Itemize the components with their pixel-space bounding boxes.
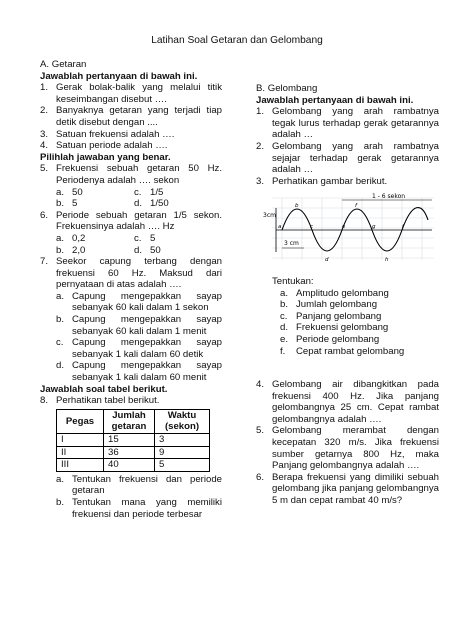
option-text: Capung mengepakkan sayap sebanyak 1 kali dalam 60 detik	[72, 337, 222, 360]
section-a-heading: A. Getaran	[40, 59, 87, 70]
list-item	[256, 311, 439, 323]
question-number: 4.	[256, 379, 265, 391]
question-number: 2.	[256, 140, 265, 152]
list-text: Cepat rambat gelombang	[296, 345, 405, 357]
list-text: Frekuensi gelombang	[296, 322, 389, 334]
tentukan-label: Tentukan:	[272, 275, 314, 287]
point-label: b	[295, 203, 299, 210]
option-text: 0,2	[72, 232, 86, 244]
table-cell: 36	[104, 446, 155, 459]
point-label: a	[278, 224, 282, 231]
option-letter: a.	[56, 290, 65, 302]
option-text: Capung mengepakkan sayap sebanyak 1 kali dalam 60 menit	[72, 360, 222, 384]
question	[256, 425, 439, 471]
point-label: g	[372, 224, 376, 231]
point-label: d	[325, 257, 329, 264]
question-number: 5.	[256, 425, 265, 437]
wave-figure	[262, 190, 438, 268]
question-text: Frekuensi sebuah getaran 50 Hz. Periodenya adalah …. sekon	[56, 163, 222, 186]
table-row	[57, 434, 210, 447]
point-label: e	[342, 224, 346, 231]
option-row	[40, 198, 222, 210]
list-letter: d.	[280, 322, 289, 334]
question	[40, 140, 222, 152]
option-text: Capung mengepakkan sayap sebanyak 60 kali dalam 1 sekon	[72, 290, 222, 314]
question-text: Banyaknya getaran yang terjadi tiap detik disebut dengan ....	[56, 105, 222, 128]
question-text: Satuan frekuensi adalah ….	[56, 128, 175, 140]
question-text: Satuan periode adalah ….	[56, 140, 168, 152]
option	[40, 474, 222, 497]
question-number: 2.	[40, 105, 49, 117]
question	[40, 129, 222, 141]
table-cell: 3	[155, 434, 210, 447]
column-header: Pegas	[57, 409, 104, 433]
point-label: c	[310, 224, 314, 231]
option-text: 50	[72, 186, 83, 198]
option-text: Tentukan frekuensi dan periode getaran	[72, 473, 222, 497]
option-letter: a.	[56, 232, 65, 244]
list-text: Panjang gelombang	[296, 310, 382, 322]
question-number: 3.	[256, 175, 265, 187]
table-cell: 40	[104, 459, 155, 472]
question-number: 8.	[40, 395, 49, 407]
list-item	[256, 334, 439, 346]
list-item	[256, 299, 439, 311]
question-number: 1.	[256, 106, 265, 118]
list-letter: c.	[280, 310, 288, 322]
point-label: f	[355, 203, 357, 210]
question-number: 4.	[40, 140, 49, 152]
question-text: Gelombang yang arah rambatnya sejajar terhadap gerak getarannya adalah …	[272, 140, 439, 176]
option-text: Tentukan mana yang memiliki frekuensi dan periode terbesar	[72, 496, 222, 520]
option-text: 5	[150, 232, 156, 244]
section-b	[256, 83, 439, 507]
question	[256, 141, 439, 176]
instruction: Jawablah pertanyaan di bawah ini.	[256, 94, 414, 106]
question	[40, 82, 222, 105]
list-item	[256, 322, 439, 334]
option-letter: d.	[134, 244, 143, 256]
option-letter: d.	[134, 198, 143, 210]
question	[256, 472, 439, 507]
top-label: 1 - 6 sekon	[372, 193, 406, 201]
option-text: 1/50	[150, 198, 169, 210]
option-letter: a.	[56, 186, 65, 198]
question	[40, 105, 222, 128]
option	[40, 360, 222, 383]
wave-curve	[282, 208, 428, 251]
question-number: 3.	[40, 128, 49, 140]
option-letter: b.	[56, 244, 65, 256]
option-text: 2,0	[72, 244, 86, 256]
question	[40, 163, 222, 186]
page-title: Latihan Soal Getaran dan Gelombang	[151, 35, 323, 46]
option-text: 5	[72, 198, 78, 210]
option-letter: d.	[56, 360, 65, 372]
table-cell: II	[57, 446, 104, 459]
question-number: 1.	[40, 82, 49, 94]
section-a	[40, 59, 222, 520]
option-letter: c.	[56, 337, 64, 349]
list-item	[256, 346, 439, 358]
question-text: Periode sebuah getaran 1/5 sekon. Frekuensinya adalah …. Hz	[56, 209, 222, 233]
question-number: 5.	[40, 163, 49, 175]
instruction: Jawablah soal tabel berikut.	[40, 383, 168, 395]
question-text: Gelombang yang arah rambatnya tegak lurus terhadap gerak getarannya adalah …	[272, 106, 439, 141]
column-header: Jumlah getaran	[104, 409, 155, 433]
question	[256, 176, 439, 188]
question	[40, 210, 222, 233]
question	[256, 106, 439, 141]
list-letter: f.	[280, 345, 286, 357]
list-letter: a.	[280, 287, 289, 299]
list-text: Jumlah gelombang	[296, 299, 378, 311]
question-text: Gerak bolak-balik yang melalui titik keseimbangan disebut ….	[56, 82, 222, 105]
option-row	[40, 233, 222, 245]
option	[40, 291, 222, 314]
option-row	[40, 187, 222, 199]
table-row	[57, 446, 210, 459]
question-text: Gelombang merambat dengan kecepatan 320 m/s. Jika frekuensi sumber getarnya 800 Hz, maka Panjang gelombangnya adalah ….	[272, 425, 439, 472]
option-letter: b.	[56, 314, 65, 326]
option-text: Capung mengepakkan sayap sebanyak 60 kali dalam 1 menit	[72, 314, 222, 337]
table-row	[57, 459, 210, 472]
list-item	[256, 288, 439, 300]
option	[40, 337, 222, 360]
point-label: h	[385, 257, 389, 264]
instruction: Pilihlah jawaban yang benar.	[40, 151, 171, 163]
question-text: Perhatikan tabel berikut.	[56, 395, 160, 407]
list-letter: e.	[280, 333, 289, 345]
option-text: 1/5	[150, 186, 164, 198]
question-number: 6.	[256, 471, 265, 483]
option-letter: b.	[56, 496, 65, 508]
option-letter: c.	[134, 232, 142, 244]
question-text: Gelombang air dibangkitkan pada frekuensi 400 Hz. Jika panjang gelombangnya 25 cm. Cepat rambat gelombangnya adalah ….	[272, 379, 439, 425]
question-number: 7.	[40, 256, 49, 268]
option	[40, 314, 222, 337]
amplitude-label: 3cm	[263, 212, 276, 220]
question-text: Seekor capung terbang dengan frekuensi 60 Hz. Maksud dari pernyataan di atas adalah ….	[56, 256, 222, 291]
length-label: 3 cm	[284, 240, 299, 248]
list-text: Amplitudo gelombang	[296, 287, 389, 299]
list-letter: b.	[280, 299, 289, 311]
option-row	[40, 245, 222, 257]
data-table	[56, 409, 210, 472]
option-letter: b.	[56, 198, 65, 210]
column-header: Waktu (sekon)	[155, 409, 210, 433]
instruction: Jawablah pertanyaan di bawah ini.	[40, 70, 198, 82]
section-b-heading: B. Gelombang	[256, 83, 318, 94]
table-cell: III	[57, 459, 104, 472]
question	[40, 395, 222, 407]
table-cell: 15	[104, 434, 155, 447]
point-label: i	[402, 224, 404, 231]
table-cell: I	[57, 434, 104, 447]
question-number: 6.	[40, 209, 49, 221]
question	[40, 256, 222, 291]
option-letter: a.	[56, 473, 65, 485]
table-header-row	[57, 409, 210, 433]
question-text: Berapa frekuensi yang dimiliki sebuah gelombang jika panjang gelombangnya 5 m dan cepat rambat 40 m/s?	[272, 471, 439, 507]
list-text: Periode gelombang	[296, 333, 380, 345]
question	[256, 379, 439, 425]
table-cell: 5	[155, 459, 210, 472]
option-text: 50	[150, 244, 161, 256]
option	[40, 497, 222, 520]
table-cell: 9	[155, 446, 210, 459]
question-text: Perhatikan gambar berikut.	[272, 175, 388, 187]
option-letter: c.	[134, 186, 142, 198]
